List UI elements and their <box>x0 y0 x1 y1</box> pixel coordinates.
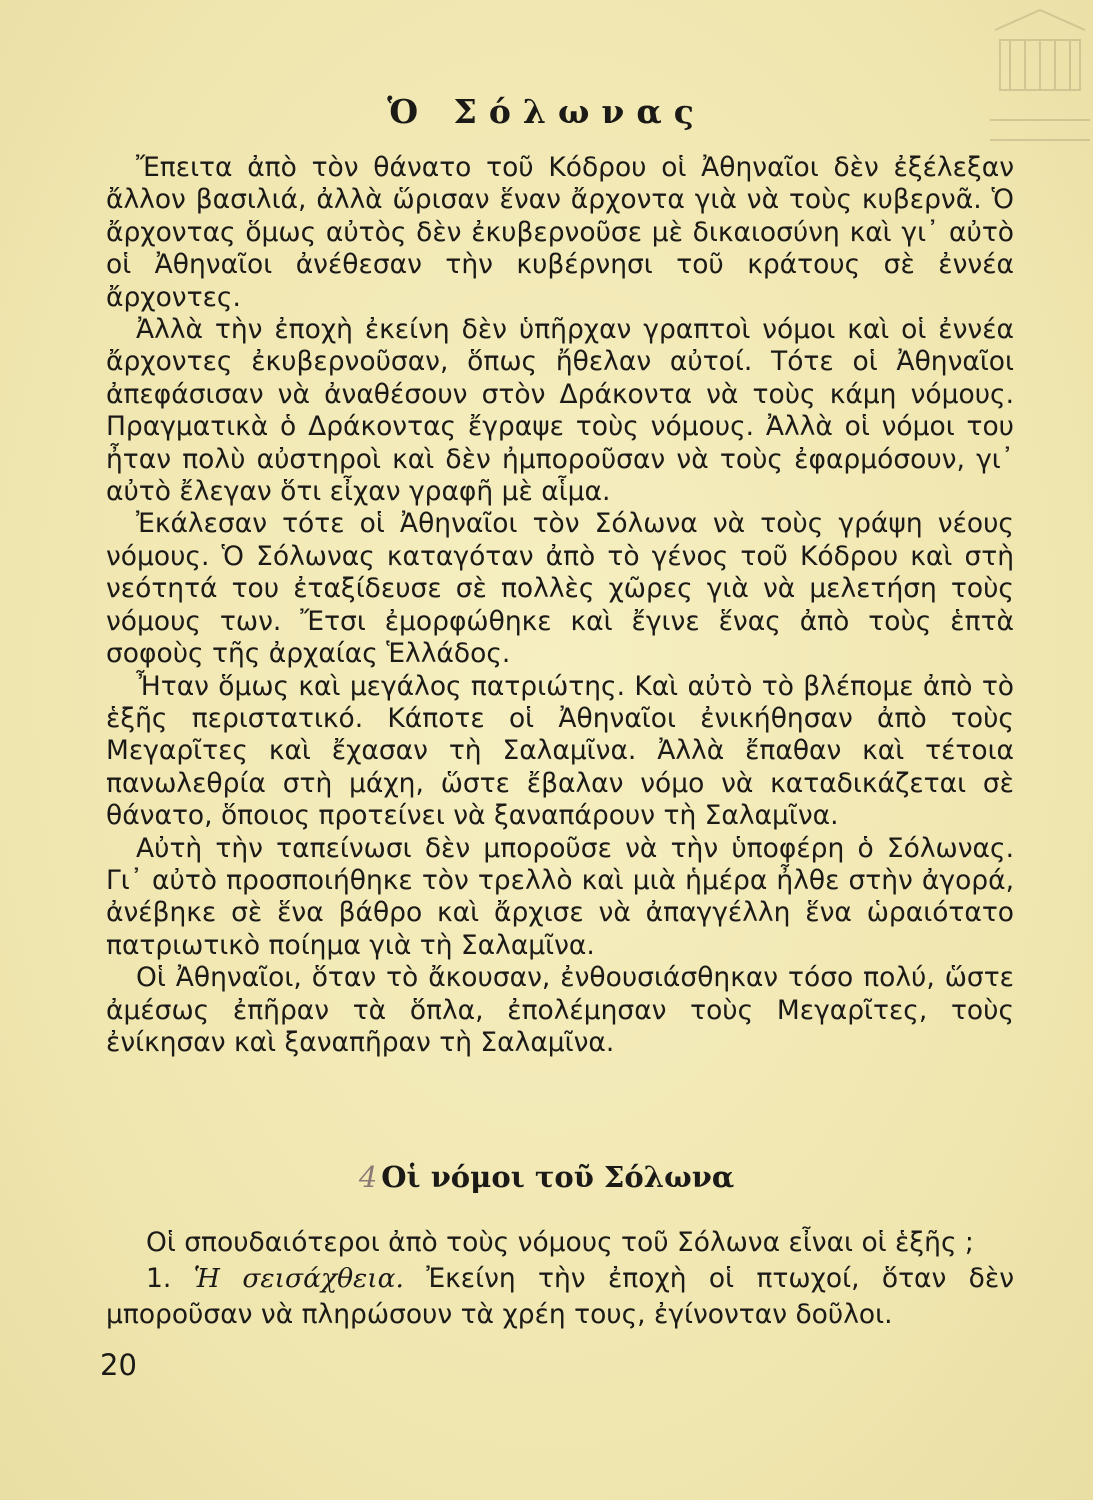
section-heading-text: Οἱ νόμοι τοῦ Σόλωνα <box>381 1160 735 1194</box>
paragraph: Οἱ Ἀθηναῖοι, ὅταν τὸ ἄκουσαν, ἐνθουσιάσθηκαν τόσο πολύ, ὥστε ἀμέσως ἐπῆραν τὰ ὅπλα, ἐπολέμησαν τοὺς Μεγαρῖτες, τοὺς ἐνίκησαν καὶ ξαναπῆραν τὴ Σαλαμῖνα. <box>106 962 1014 1058</box>
laws-section <box>106 1225 1014 1333</box>
paragraph: Ἔπειτα ἀπὸ τὸν θάνατο τοῦ Κόδρου οἱ Ἀθηναῖοι δὲν ἐξέλεξαν ἄλλον βασιλιά, ἀλλὰ ὥρισαν ἕναν ἄρχοντα γιὰ νὰ τοὺς κυβερνᾶ. Ὁ ἄρχοντας ὅμως αὐτὸς δὲν ἐκυβερνοῦσε μὲ δικαιοσύνη καὶ γι᾽ αὐτὸ οἱ Ἀθηναῖοι ἀνέθεσαν τὴν κυβέρνησι τοῦ κράτους σὲ ἐννέα ἄρχοντες. <box>106 152 1014 313</box>
laws-intro: Οἱ σπουδαιότεροι ἀπὸ τοὺς νόμους τοῦ Σόλωνα εἶναι οἱ ἑξῆς ; <box>146 1227 974 1258</box>
chapter-title: Ὁ Σόλωνας <box>387 92 706 131</box>
paragraph: Ἦταν ὅμως καὶ μεγάλος πατριώτης. Καὶ αὐτὸ τὸ βλέπομε ἀπὸ τὸ ἑξῆς περιστατικό. Κάποτε οἱ Ἀθηναῖοι ἐνικήθησαν ἀπὸ τοὺς Μεγαρῖτες καὶ ἔχασαν τὴ Σαλαμῖνα. Ἀλλὰ ἔπαθαν καὶ τέτοια πανωλεθρία στὴ μάχη, ὥστε ἔβαλαν νόμο νὰ καταδικάζεται σὲ θάνατο, ὅποιος προτείνει νὰ ξαναπάρουν τὴ Σαλαμῖνα. <box>106 670 1014 832</box>
law-item-number: 1. <box>146 1263 172 1294</box>
law-item-1 <box>106 1261 1014 1333</box>
main-text <box>106 152 1014 1059</box>
handwritten-mark: 4 <box>358 1160 378 1194</box>
page-number: 20 <box>100 1348 137 1382</box>
section-heading <box>0 1160 1093 1194</box>
law-item-text: Ἐκείνη τὴν ἐποχὴ οἱ πτωχοί, ὅταν δὲν μποροῦσαν νὰ πληρώσουν τὰ χρέη τους, ἐγίνονταν δοῦλοι. <box>106 1263 1014 1330</box>
paragraph: Ἐκάλεσαν τότε οἱ Ἀθηναῖοι τὸν Σόλωνα νὰ τοὺς γράψη νέους νόμους. Ὁ Σόλωνας καταγόταν ἀπὸ τὸ γένος τοῦ Κόδρου καὶ στὴ νεότητά του ἐταξίδευσε σὲ πολλὲς χῶρες γιὰ νὰ μελετήση τοὺς νόμους των. Ἔτσι ἐμορφώθηκε καὶ ἔγινε ἕνας ἀπὸ τοὺς ἑπτὰ σοφοὺς τῆς ἀρχαίας Ἑλλάδος. <box>106 508 1014 670</box>
law-item-term: Ἡ σεισάχθεια. <box>193 1263 404 1294</box>
paragraph: Ἀλλὰ τὴν ἐποχὴ ἐκείνη δὲν ὑπῆρχαν γραπτοὶ νόμοι καὶ οἱ ἐννέα ἄρχοντες ἐκυβερνοῦσαν, ὅπως ἤθελαν αὐτοί. Τότε οἱ Ἀθηναῖοι ἀπεφάσισαν νὰ ἀναθέσουν στὸν Δράκοντα νὰ τοὺς κάμη νόμους. Πραγματικὰ ὁ Δράκοντας ἔγραψε τοὺς νόμους. Ἀλλὰ οἱ νόμοι του ἦταν πολὺ αὐστηροὶ καὶ δὲν ἠμποροῦσαν νὰ τοὺς ἐφαρμόσουν, γι᾽ αὐτὸ ἔλεγαν ὅτι εἶχαν γραφῆ μὲ αἷμα. <box>106 314 1014 508</box>
paragraph: Αὐτὴ τὴν ταπείνωσι δὲν μποροῦσε νὰ τὴν ὑποφέρη ὁ Σόλωνας. Γι᾽ αὐτὸ προσποιήθηκε τὸν τρελλὸ καὶ μιὰ ἡμέρα ἦλθε στὴν ἀγορά, ἀνέβηκε σὲ ἕνα βάθρο καὶ ἄρχισε νὰ ἀπαγγέλλη ἕνα ὡραιότατο πατριωτικὸ ποίημα γιὰ τὴ Σαλαμῖνα. <box>106 832 1014 961</box>
